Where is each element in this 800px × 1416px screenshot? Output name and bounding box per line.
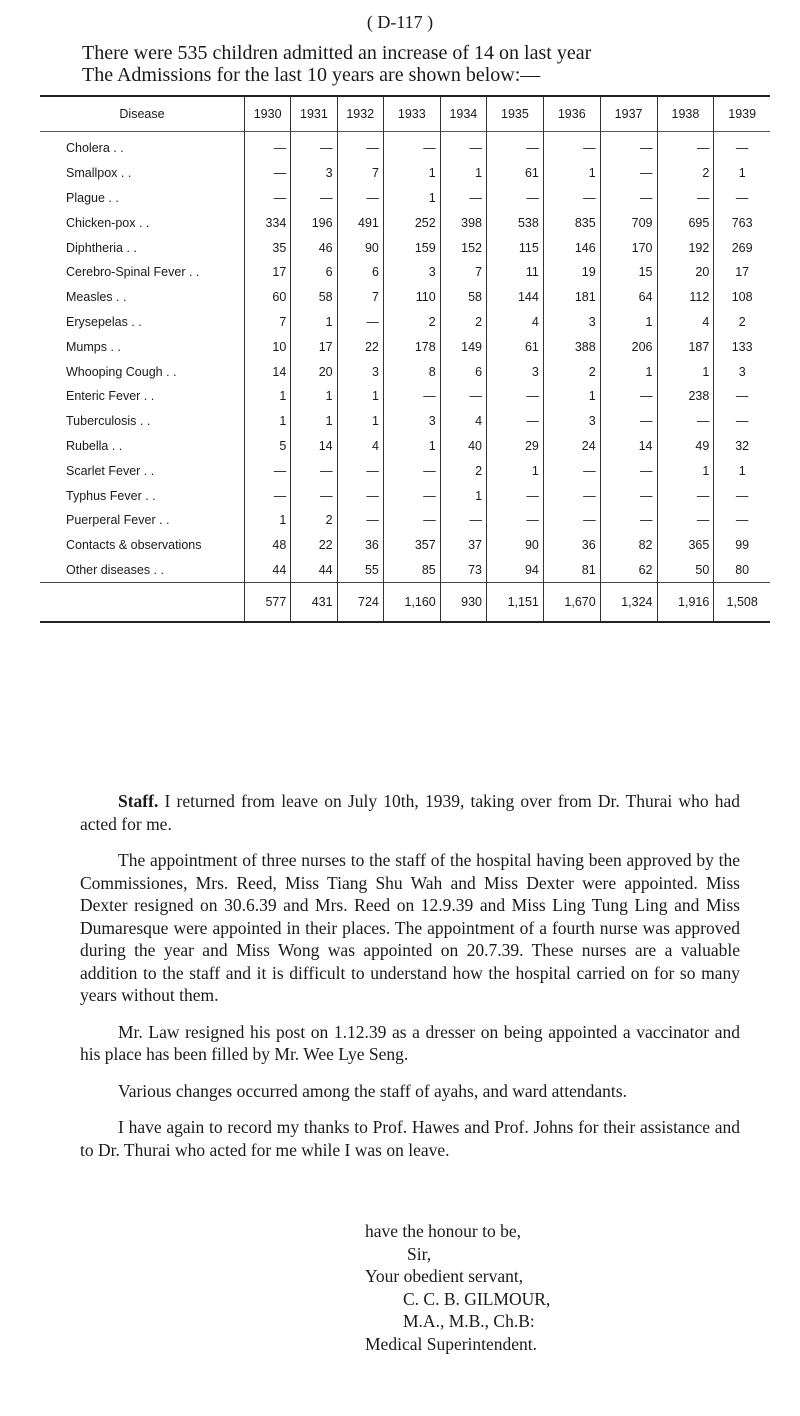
value-cell: 2 — [543, 359, 600, 384]
value-cell: 14 — [245, 359, 291, 384]
table-row — [40, 384, 770, 409]
value-cell: 2 — [657, 161, 714, 186]
value-cell: 7 — [337, 285, 383, 310]
value-cell: 14 — [600, 434, 657, 459]
totals-row — [40, 583, 770, 623]
value-cell: 187 — [657, 334, 714, 359]
table-row — [40, 458, 770, 483]
value-cell: 1 — [291, 310, 337, 335]
disease-cell: Chicken-pox . . — [40, 210, 245, 235]
value-cell: 64 — [600, 285, 657, 310]
value-cell: 49 — [657, 434, 714, 459]
value-cell: 1 — [657, 359, 714, 384]
value-cell: 99 — [735, 538, 750, 553]
value-cell: 110 — [383, 285, 440, 310]
value-cell: 2 — [383, 310, 440, 335]
ayahs-paragraph: Various changes occurred among the staff of ayahs, and ward attendants. — [118, 1080, 627, 1101]
value-cell: — — [600, 508, 657, 533]
value-cell: 108 — [731, 290, 753, 305]
value-cell: 4 — [337, 434, 383, 459]
column-header: 1931 — [291, 96, 337, 132]
value-cell: — — [487, 384, 544, 409]
signature-block — [365, 1220, 550, 1355]
value-cell: 1 — [440, 483, 486, 508]
value-cell: — — [735, 513, 749, 528]
value-cell: 1 — [738, 166, 746, 181]
column-header: 1936 — [543, 96, 600, 132]
total-cell: 1,670 — [543, 583, 600, 623]
value-cell: — — [543, 186, 600, 211]
value-cell: 112 — [657, 285, 714, 310]
nurses-paragraph: The appointment of three nurses to the staff of the hospital having been approved by the Commissiones, Mrs. Reed, Miss Tiang Shu Wah and Miss Dexter were appointed. Miss Dexter resigned on 30.6.39 and Mrs. Reed on 12.9.39 and Miss Ling Tung Ling and Miss Dumaresque were appointed in their places. The appointment of a fourth nurse was approved during the year and Miss Wong was appointed on 20.7.39. These nurses are a valuable addition to the staff and it is difficult to understand how the hospital carried on for so many years without them. — [80, 850, 740, 1005]
value-cell: — — [291, 186, 337, 211]
thanks-paragraph: I have again to record my thanks to Prof. Hawes and Prof. Johns for their assistance and to Dr. Thurai who acted for me while I was on leave. — [80, 1117, 740, 1160]
value-cell: 1 — [657, 458, 714, 483]
value-cell: — — [735, 488, 749, 503]
table-row — [40, 558, 770, 583]
value-cell: — — [487, 409, 544, 434]
value-cell: — — [600, 186, 657, 211]
value-cell: — — [657, 186, 714, 211]
value-cell: — — [657, 483, 714, 508]
total-cell: 1,324 — [600, 583, 657, 623]
value-cell: — — [600, 161, 657, 186]
value-cell: — — [383, 384, 440, 409]
disease-cell: Cholera . . — [40, 132, 245, 161]
table-header-row — [40, 96, 770, 132]
value-cell: 152 — [440, 235, 486, 260]
value-cell: 146 — [543, 235, 600, 260]
column-header: 1938 — [657, 96, 714, 132]
value-cell: 81 — [543, 558, 600, 583]
value-cell: 80 — [735, 562, 750, 577]
column-header: 1935 — [487, 96, 544, 132]
value-cell: — — [487, 483, 544, 508]
value-cell: 82 — [600, 533, 657, 558]
disease-cell: Smallpox . . — [40, 161, 245, 186]
signature-line: C. C. B. GILMOUR, — [403, 1288, 551, 1309]
value-cell: 252 — [383, 210, 440, 235]
disease-cell: Tuberculosis . . — [40, 409, 245, 434]
table-row — [40, 434, 770, 459]
value-cell: 1 — [383, 161, 440, 186]
value-cell: 538 — [487, 210, 544, 235]
value-cell: 3 — [487, 359, 544, 384]
value-cell: 24 — [543, 434, 600, 459]
value-cell: 365 — [657, 533, 714, 558]
value-cell: 7 — [337, 161, 383, 186]
column-header: 1934 — [440, 96, 486, 132]
value-cell: — — [245, 458, 291, 483]
value-cell: — — [337, 508, 383, 533]
value-cell: 46 — [291, 235, 337, 260]
value-cell: — — [291, 132, 337, 161]
table-row — [40, 359, 770, 384]
table-row — [40, 310, 770, 335]
table-row — [40, 260, 770, 285]
value-cell: 491 — [337, 210, 383, 235]
value-cell: — — [245, 161, 291, 186]
value-cell: 357 — [383, 533, 440, 558]
value-cell: 36 — [337, 533, 383, 558]
value-cell: — — [543, 508, 600, 533]
disease-cell: Typhus Fever . . — [40, 483, 245, 508]
disease-cell: Rubella . . — [40, 434, 245, 459]
table-row — [40, 235, 770, 260]
value-cell: 1 — [600, 310, 657, 335]
value-cell: 159 — [383, 235, 440, 260]
table-row — [40, 161, 770, 186]
staff-heading: Staff. — [118, 791, 159, 811]
table-row — [40, 533, 770, 558]
page-number: ( D-117 ) — [366, 12, 434, 32]
value-cell: 40 — [440, 434, 486, 459]
table-row — [40, 409, 770, 434]
value-cell: 206 — [600, 334, 657, 359]
value-cell: 763 — [731, 215, 753, 230]
signature-line: M.A., M.B., Ch.B: — [403, 1311, 535, 1331]
value-cell: — — [440, 186, 486, 211]
value-cell: — — [657, 132, 714, 161]
total-cell: 724 — [337, 583, 383, 623]
value-cell: — — [543, 483, 600, 508]
value-cell: 60 — [245, 285, 291, 310]
value-cell: 15 — [600, 260, 657, 285]
total-cell: 1,160 — [383, 583, 440, 623]
value-cell: 17 — [245, 260, 291, 285]
value-cell: 835 — [543, 210, 600, 235]
value-cell: 1 — [440, 161, 486, 186]
value-cell: 85 — [383, 558, 440, 583]
value-cell: 50 — [657, 558, 714, 583]
value-cell: 388 — [543, 334, 600, 359]
value-cell: 1 — [383, 186, 440, 211]
value-cell: 133 — [731, 339, 753, 354]
value-cell: 3 — [383, 409, 440, 434]
total-cell: 1,151 — [487, 583, 544, 623]
table-body — [40, 132, 770, 583]
value-cell: 58 — [440, 285, 486, 310]
value-cell: 149 — [440, 334, 486, 359]
value-cell: 178 — [383, 334, 440, 359]
value-cell: 48 — [245, 533, 291, 558]
table-row — [40, 132, 770, 161]
value-cell: 334 — [245, 210, 291, 235]
value-cell: 7 — [245, 310, 291, 335]
value-cell: 90 — [337, 235, 383, 260]
disease-cell: Erysepelas . . — [40, 310, 245, 335]
value-cell: 6 — [337, 260, 383, 285]
disease-cell: Scarlet Fever . . — [40, 458, 245, 483]
staff-paragraph — [80, 790, 740, 835]
table-row — [40, 334, 770, 359]
value-cell: 196 — [291, 210, 337, 235]
admissions-table — [40, 95, 770, 623]
value-cell: — — [600, 384, 657, 409]
value-cell: 3 — [543, 310, 600, 335]
value-cell: 1 — [291, 409, 337, 434]
value-cell: 1 — [337, 384, 383, 409]
value-cell: 4 — [487, 310, 544, 335]
total-cell: 1,508 — [714, 583, 770, 623]
value-cell: 20 — [657, 260, 714, 285]
value-cell: 1 — [543, 384, 600, 409]
value-cell: — — [735, 389, 749, 404]
value-cell: 1 — [245, 508, 291, 533]
value-cell: 8 — [383, 359, 440, 384]
dresser-paragraph: Mr. Law resigned his post on 1.12.39 as a dresser on being appointed a vaccinator and his place has been filled by Mr. Wee Lye Seng. — [80, 1021, 740, 1064]
column-header: 1937 — [600, 96, 657, 132]
value-cell: 5 — [245, 434, 291, 459]
table-row — [40, 483, 770, 508]
value-cell: 1 — [600, 359, 657, 384]
value-cell: — — [337, 483, 383, 508]
value-cell: 1 — [245, 384, 291, 409]
value-cell: — — [291, 458, 337, 483]
value-cell: 170 — [600, 235, 657, 260]
value-cell: — — [440, 132, 486, 161]
table-row — [40, 210, 770, 235]
disease-cell: Mumps . . — [40, 334, 245, 359]
value-cell: 11 — [487, 260, 544, 285]
disease-cell: Cerebro-Spinal Fever . . — [40, 260, 245, 285]
value-cell: 3 — [291, 161, 337, 186]
value-cell: 238 — [657, 384, 714, 409]
value-cell: 192 — [657, 235, 714, 260]
value-cell: 3 — [383, 260, 440, 285]
value-cell: 61 — [487, 161, 544, 186]
table-row — [40, 285, 770, 310]
value-cell: 6 — [291, 260, 337, 285]
value-cell: — — [600, 483, 657, 508]
value-cell: 2 — [440, 310, 486, 335]
intro-line-1: There were 535 children admitted an increase of 14 on last year — [82, 42, 592, 64]
value-cell: — — [245, 186, 291, 211]
value-cell: — — [600, 132, 657, 161]
intro-line-2: The Admissions for the last 10 years are shown below:— — [82, 64, 541, 86]
value-cell: — — [735, 414, 749, 429]
value-cell: 35 — [245, 235, 291, 260]
value-cell: 32 — [735, 438, 750, 453]
value-cell: 1 — [383, 434, 440, 459]
disease-cell: Enteric Fever . . — [40, 384, 245, 409]
value-cell: 398 — [440, 210, 486, 235]
value-cell: 1 — [543, 161, 600, 186]
report-text — [80, 790, 740, 1175]
signature-line: Sir, — [407, 1243, 432, 1264]
total-cell: 1,916 — [657, 583, 714, 623]
value-cell: 14 — [291, 434, 337, 459]
value-cell: — — [291, 483, 337, 508]
value-cell: — — [440, 508, 486, 533]
value-cell: — — [543, 132, 600, 161]
value-cell: 36 — [543, 533, 600, 558]
disease-cell: Other diseases . . — [40, 558, 245, 583]
admissions-table-container — [40, 95, 780, 623]
staff-text: I returned from leave on July 10th, 1939, taking over from Dr. Thurai who had acted for me. — [80, 791, 741, 834]
value-cell: 181 — [543, 285, 600, 310]
value-cell: — — [543, 458, 600, 483]
table-row — [40, 508, 770, 533]
value-cell: 55 — [337, 558, 383, 583]
value-cell: 73 — [440, 558, 486, 583]
value-cell: — — [337, 132, 383, 161]
disease-cell: Measles . . — [40, 285, 245, 310]
value-cell: 22 — [337, 334, 383, 359]
value-cell: 2 — [440, 458, 486, 483]
value-cell: 44 — [245, 558, 291, 583]
value-cell: 4 — [440, 409, 486, 434]
value-cell: — — [440, 384, 486, 409]
value-cell: 17 — [735, 265, 750, 280]
value-cell: 695 — [657, 210, 714, 235]
total-cell: 930 — [440, 583, 486, 623]
table-row — [40, 186, 770, 211]
value-cell: — — [383, 508, 440, 533]
disease-cell: Diphtheria . . — [40, 235, 245, 260]
value-cell: — — [657, 409, 714, 434]
value-cell: — — [735, 141, 749, 156]
value-cell: 3 — [543, 409, 600, 434]
value-cell: 20 — [291, 359, 337, 384]
value-cell: 2 — [291, 508, 337, 533]
value-cell: 62 — [600, 558, 657, 583]
value-cell: 4 — [657, 310, 714, 335]
value-cell: 61 — [487, 334, 544, 359]
value-cell: 90 — [487, 533, 544, 558]
value-cell: 144 — [487, 285, 544, 310]
column-header: 1930 — [245, 96, 291, 132]
value-cell: 6 — [440, 359, 486, 384]
total-cell: 431 — [291, 583, 337, 623]
column-header: Disease — [40, 96, 245, 132]
value-cell: 2 — [738, 314, 746, 329]
value-cell: — — [487, 132, 544, 161]
value-cell: 115 — [487, 235, 544, 260]
value-cell: 94 — [487, 558, 544, 583]
value-cell: 1 — [245, 409, 291, 434]
value-cell: 1 — [487, 458, 544, 483]
value-cell: 1 — [291, 384, 337, 409]
value-cell: 37 — [440, 533, 486, 558]
signature-line: Your obedient servant, — [365, 1266, 524, 1286]
value-cell: — — [383, 458, 440, 483]
totals-label-cell — [40, 583, 245, 623]
disease-cell: Contacts & observations — [40, 533, 245, 558]
signature-line: Medical Superintendent. — [365, 1333, 538, 1354]
value-cell: 1 — [738, 463, 746, 478]
value-cell: 3 — [337, 359, 383, 384]
total-cell: 577 — [245, 583, 291, 623]
value-cell: 709 — [600, 210, 657, 235]
value-cell: — — [383, 132, 440, 161]
value-cell: — — [337, 186, 383, 211]
value-cell: 269 — [731, 240, 753, 255]
value-cell: 17 — [291, 334, 337, 359]
value-cell: 1 — [337, 409, 383, 434]
value-cell: 3 — [738, 364, 746, 379]
disease-cell: Plague . . — [40, 186, 245, 211]
value-cell: — — [487, 186, 544, 211]
value-cell: — — [245, 132, 291, 161]
value-cell: — — [735, 190, 749, 205]
intro — [82, 42, 591, 86]
signature-line: have the honour to be, — [365, 1221, 521, 1241]
value-cell: — — [337, 458, 383, 483]
value-cell: — — [383, 483, 440, 508]
value-cell: 22 — [291, 533, 337, 558]
column-header: 1933 — [383, 96, 440, 132]
disease-cell: Whooping Cough . . — [40, 359, 245, 384]
value-cell: — — [600, 458, 657, 483]
value-cell: 7 — [440, 260, 486, 285]
value-cell: — — [487, 508, 544, 533]
value-cell: — — [657, 508, 714, 533]
value-cell: — — [245, 483, 291, 508]
value-cell: 10 — [245, 334, 291, 359]
column-header: 1932 — [337, 96, 383, 132]
value-cell: 29 — [487, 434, 544, 459]
value-cell: 19 — [543, 260, 600, 285]
disease-cell: Puerperal Fever . . — [40, 508, 245, 533]
column-header: 1939 — [728, 107, 757, 121]
value-cell: — — [337, 310, 383, 335]
value-cell: — — [600, 409, 657, 434]
value-cell: 58 — [291, 285, 337, 310]
value-cell: 44 — [291, 558, 337, 583]
